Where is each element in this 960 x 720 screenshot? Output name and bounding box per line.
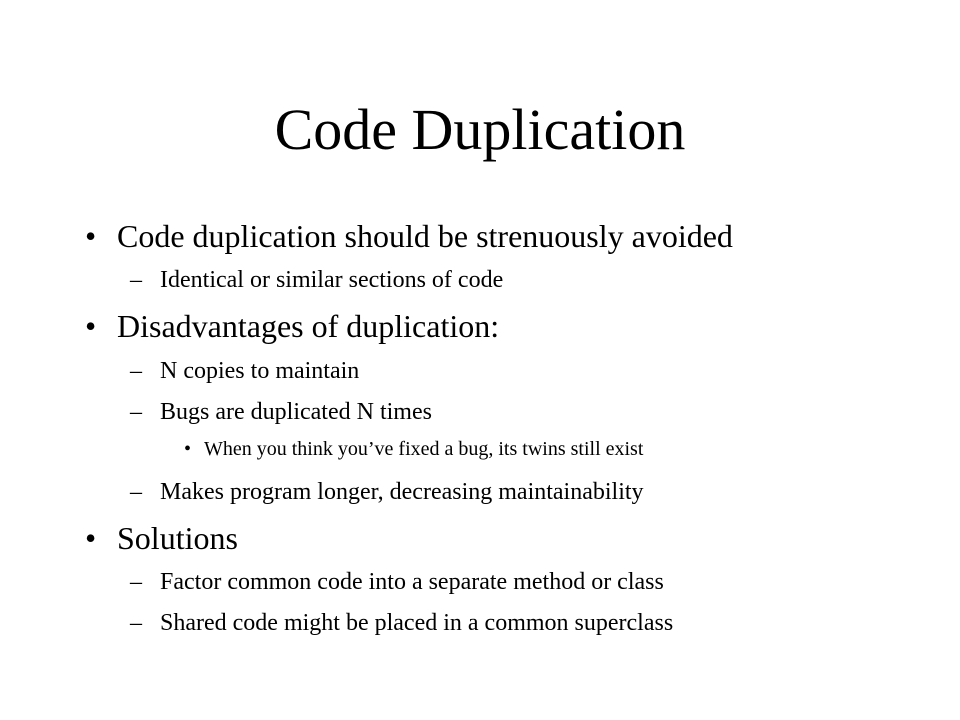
bullet-text: Disadvantages of duplication:: [117, 308, 500, 344]
subsubbullet-text: When you think you’ve fixed a bug, its twins still exist: [204, 438, 644, 460]
dash-marker: –: [130, 569, 142, 595]
subbullet-text: Bugs are duplicated N times: [160, 399, 432, 425]
bullet-text: Solutions: [117, 520, 238, 556]
subbullet-text: Makes program longer, decreasing maintainability: [160, 479, 644, 505]
dash-marker: –: [130, 479, 142, 505]
subbullet-text: Factor common code into a separate method or class: [160, 569, 664, 595]
subbullet-text: Shared code might be placed in a common superclass: [160, 610, 674, 636]
dash-marker: –: [130, 610, 142, 636]
slide-title: Code Duplication: [274, 97, 686, 162]
dash-marker: –: [130, 399, 142, 425]
bullet-text: Code duplication should be strenuously avoided: [117, 218, 733, 254]
bullet-marker: •: [184, 438, 192, 460]
bullet-marker: •: [85, 218, 97, 254]
bullet-marker: •: [85, 308, 97, 344]
dash-marker: –: [130, 267, 142, 293]
bullet-marker: •: [85, 520, 97, 556]
dash-marker: –: [130, 358, 142, 384]
subbullet-text: Identical or similar sections of code: [160, 267, 504, 293]
subbullet-text: N copies to maintain: [160, 358, 360, 384]
